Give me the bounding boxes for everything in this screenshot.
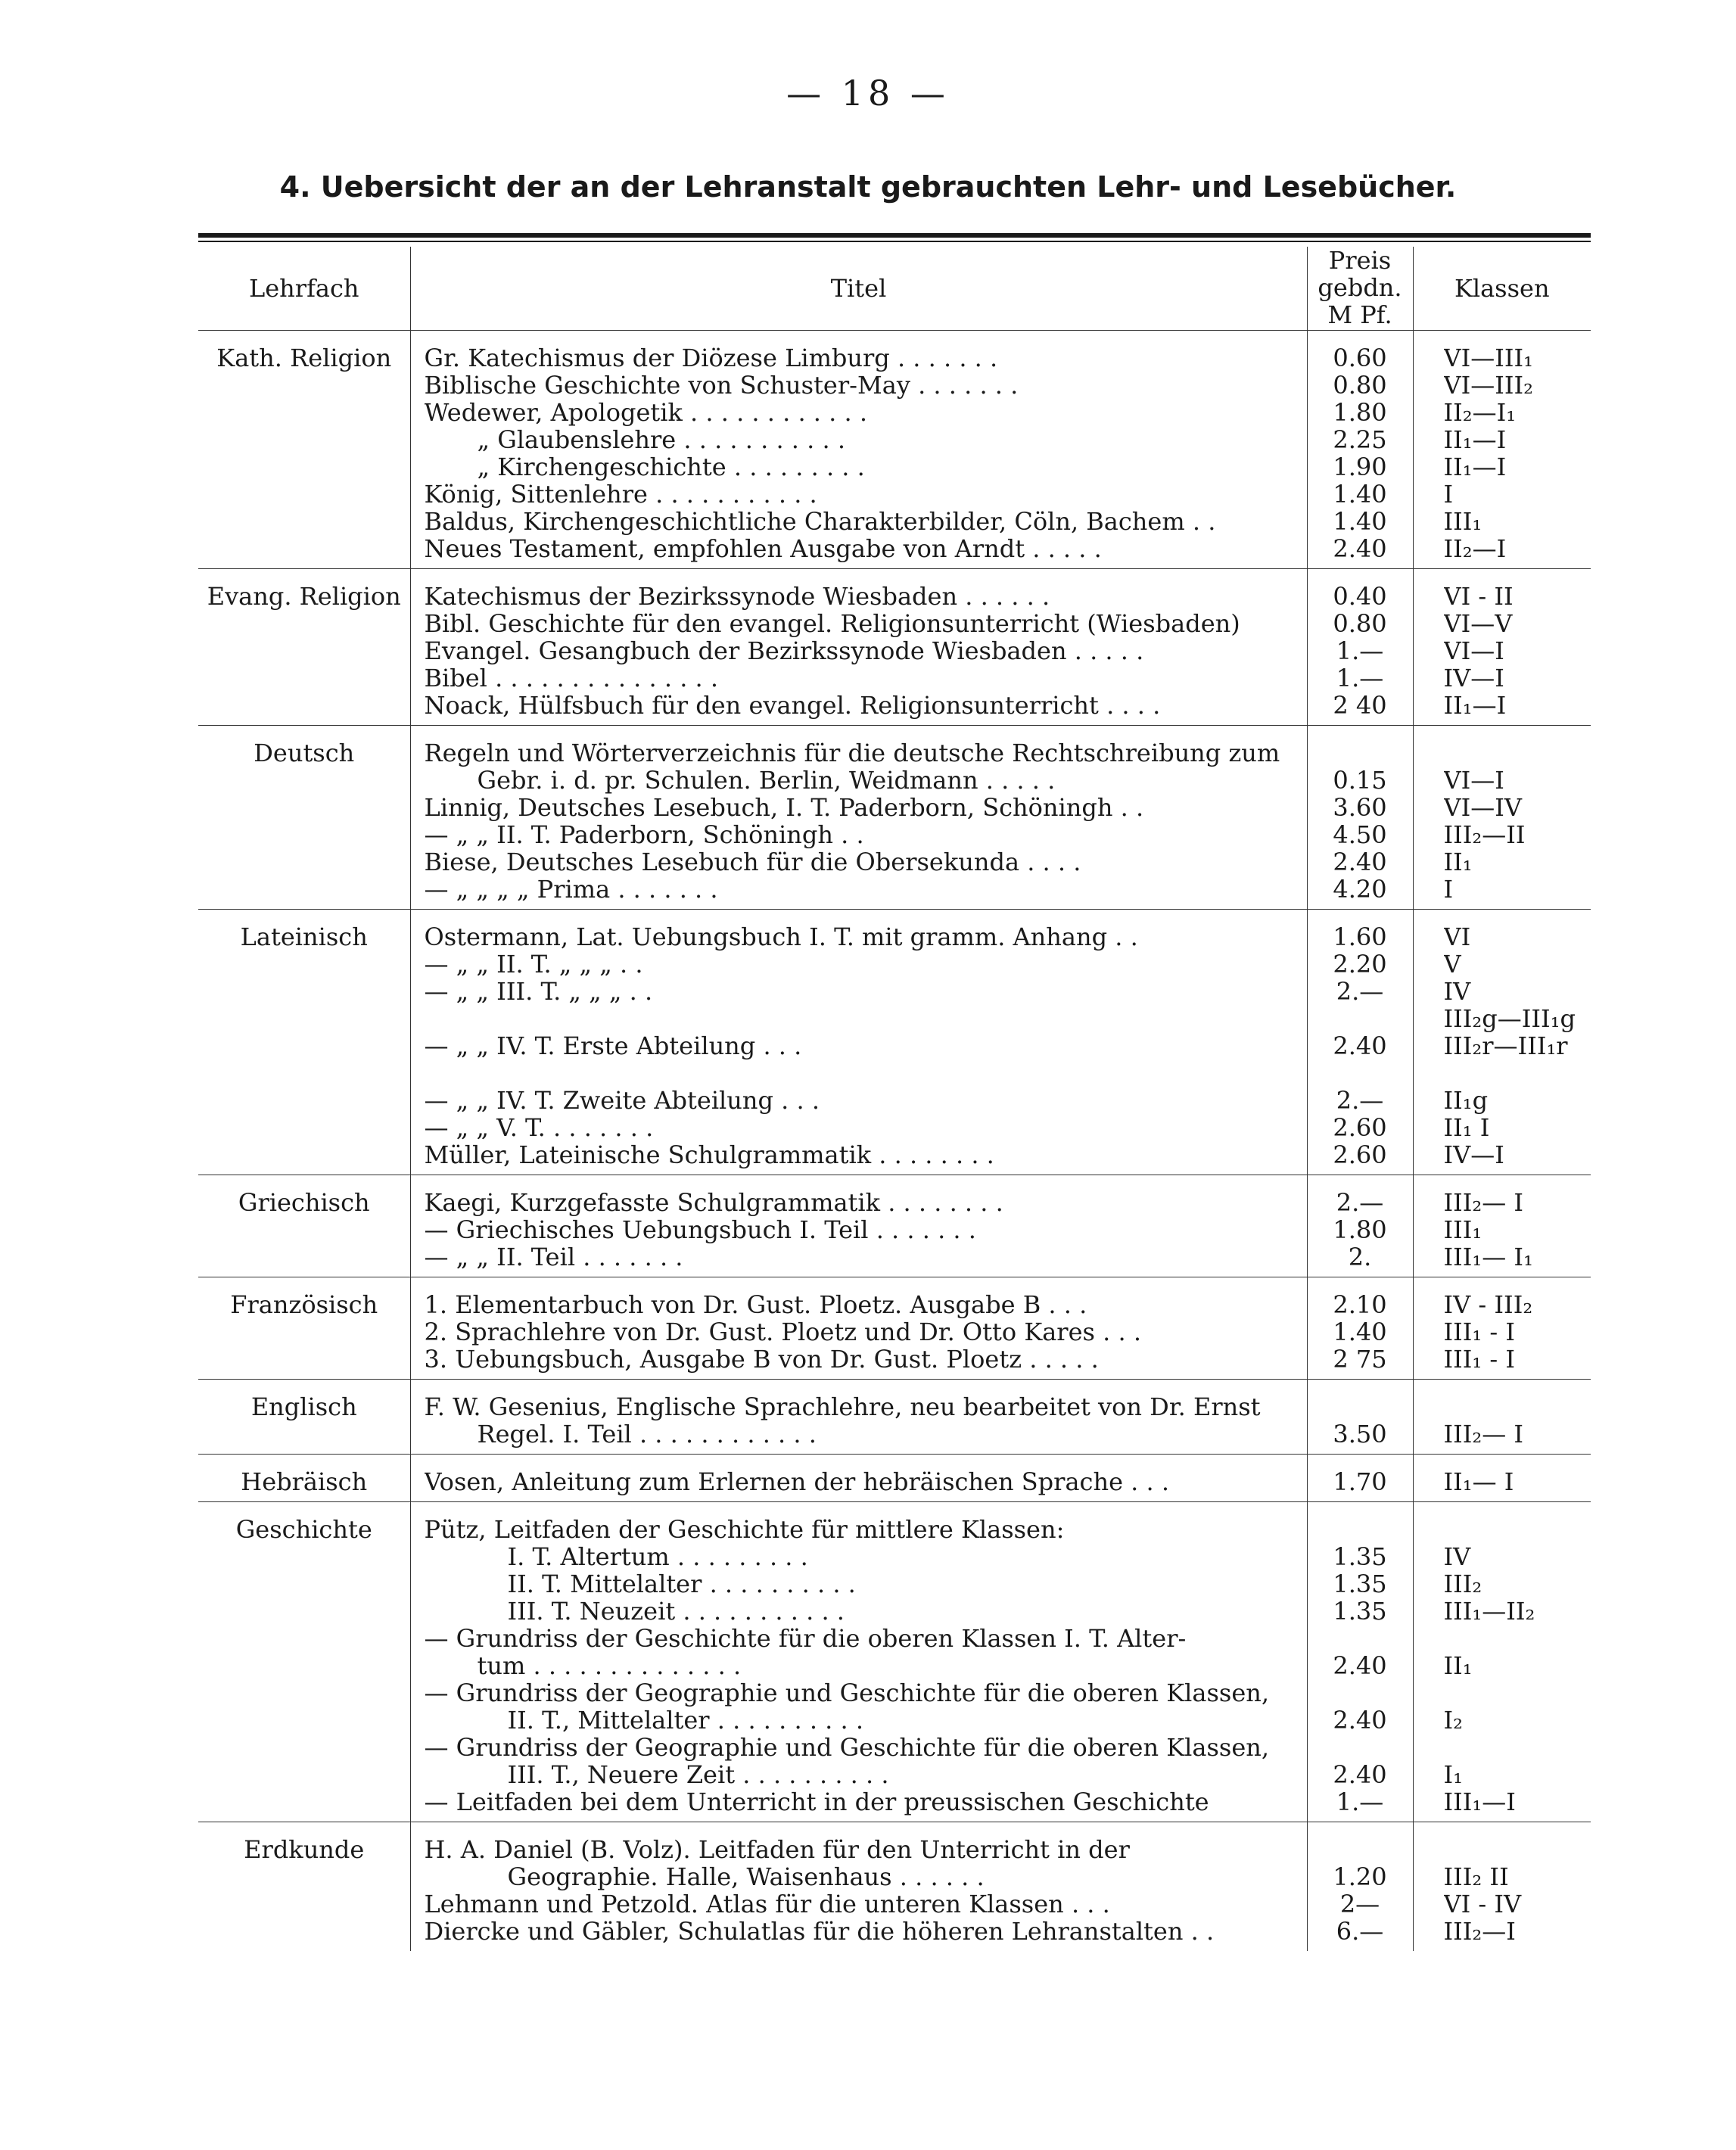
price-line: 2.— <box>1336 1087 1384 1114</box>
classes-line: IV <box>1443 1543 1471 1570</box>
title-line: Evangel. Gesangbuch der Bezirkssynode Wiesbaden . . . . . <box>424 637 1144 664</box>
price-line: 1.80 <box>1333 1216 1387 1243</box>
subject-group-row <box>198 1380 1591 1455</box>
price-line: 1.20 <box>1333 1863 1387 1890</box>
subject-cell: Kath. Religion <box>216 344 392 372</box>
classes-line: II₂—I <box>1443 535 1507 562</box>
textbook-table <box>198 247 1591 1951</box>
subject-group-row <box>198 1455 1591 1502</box>
price-line: 1.— <box>1336 664 1384 692</box>
title-line: Wedewer, Apologetik . . . . . . . . . . . . <box>424 399 867 426</box>
classes-line <box>1444 739 1591 767</box>
title-line: Vosen, Anleitung zum Erlernen der hebräischen Sprache . . . <box>424 1468 1170 1495</box>
classes-line: I₂ <box>1443 1707 1463 1734</box>
title-cell <box>410 910 1307 1175</box>
price-line <box>1308 1005 1413 1032</box>
price-line: 2.60 <box>1333 1141 1387 1168</box>
classes-line: III₁— I₁ <box>1443 1243 1533 1271</box>
classes-line: III₂ II <box>1443 1863 1509 1890</box>
title-line: 3. Uebungsbuch, Ausgabe B von Dr. Gust. Ploetz . . . . . <box>424 1346 1099 1373</box>
price-line: 1.35 <box>1333 1570 1387 1598</box>
price-line: 2.25 <box>1333 426 1387 453</box>
title-cell <box>410 1822 1307 1952</box>
title-line: Diercke und Gäbler, Schulatlas für die höheren Lehranstalten . . <box>424 1918 1215 1945</box>
title-line: — „ „ III. T. „ „ „ . . <box>424 978 653 1005</box>
classes-line: III₂—I <box>1443 1918 1516 1945</box>
title-line: Noack, Hülfsbuch für den evangel. Religionsunterricht . . . . <box>424 692 1161 719</box>
title-line: tum . . . . . . . . . . . . . . <box>477 1652 742 1679</box>
price-line: 2.40 <box>1333 1707 1387 1734</box>
price-line <box>1308 1059 1413 1087</box>
title-line: Gr. Katechismus der Diözese Limburg . . . . . . . <box>424 344 998 372</box>
price-cell <box>1307 1822 1413 1952</box>
classes-line: III₂—II <box>1443 821 1526 848</box>
price-line: 0.40 <box>1333 583 1387 610</box>
classes-line <box>1444 1516 1591 1543</box>
title-line: Katechismus der Bezirkssynode Wiesbaden . . . . . . <box>424 583 1050 610</box>
title-line: Biblische Geschichte von Schuster-May . . . . . . . <box>424 372 1019 399</box>
classes-line: V <box>1443 951 1461 978</box>
title-line: H. A. Daniel (B. Volz). Leitfaden für den Unterricht in der <box>424 1836 1130 1863</box>
price-line: 2— <box>1339 1890 1380 1918</box>
price-line: 2 40 <box>1333 692 1387 719</box>
classes-line: VI—V <box>1443 610 1513 637</box>
classes-line: II₁g <box>1443 1087 1489 1114</box>
title-line: — Grundriss der Geschichte für die oberen Klassen I. T. Alter- <box>424 1625 1187 1652</box>
price-line: 1.60 <box>1333 923 1387 951</box>
classes-line: III₁ <box>1443 508 1482 535</box>
price-line: 0.60 <box>1333 344 1387 372</box>
classes-line: III₂— I <box>1443 1420 1524 1448</box>
title-cell <box>410 726 1307 910</box>
price-cell <box>1307 1277 1413 1380</box>
classes-line: II₂—I₁ <box>1443 399 1517 426</box>
title-line: III. T., Neuere Zeit . . . . . . . . . . <box>507 1761 889 1788</box>
price-line: 2.— <box>1336 978 1384 1005</box>
header-subject: Lehrfach <box>198 247 410 331</box>
classes-line <box>1444 1734 1591 1761</box>
title-line: — Grundriss der Geographie und Geschichte für die oberen Klassen, <box>424 1734 1270 1761</box>
price-line <box>1308 1393 1413 1420</box>
classes-line: III₂ <box>1443 1570 1482 1598</box>
classes-line: II₁ <box>1443 848 1473 876</box>
title-line: II. T., Mittelalter . . . . . . . . . . <box>507 1707 864 1734</box>
price-cell <box>1307 1175 1413 1277</box>
title-line: 1. Elementarbuch von Dr. Gust. Ploetz. Ausgabe B . . . <box>424 1291 1087 1318</box>
classes-line: VI—III₁ <box>1443 344 1533 372</box>
title-line <box>425 1005 1307 1032</box>
price-line: 2.20 <box>1333 951 1387 978</box>
title-line: Pütz, Leitfaden der Geschichte für mittlere Klassen: <box>424 1516 1065 1543</box>
price-cell <box>1307 1455 1413 1502</box>
classes-line: VI—I <box>1443 767 1504 794</box>
classes-line <box>1444 1625 1591 1652</box>
title-line: Regel. I. Teil . . . . . . . . . . . . <box>477 1420 817 1448</box>
price-line: 1.35 <box>1333 1543 1387 1570</box>
classes-cell <box>1413 1277 1591 1380</box>
classes-line: II₁—I <box>1443 692 1507 719</box>
subject-group-row <box>198 1502 1591 1822</box>
page-number: — 18 — <box>786 73 950 114</box>
classes-line: I₁ <box>1443 1761 1463 1788</box>
price-line <box>1308 1516 1413 1543</box>
classes-line: I <box>1443 481 1454 508</box>
subject-group-row <box>198 1175 1591 1277</box>
title-line <box>425 1059 1307 1087</box>
price-line: 4.20 <box>1333 876 1387 903</box>
title-line: — Leitfaden bei dem Unterricht in der preussischen Geschichte <box>424 1788 1209 1816</box>
subject-group-row <box>198 910 1591 1175</box>
title-line: — „ „ IV. T. Zweite Abteilung . . . <box>424 1087 820 1114</box>
classes-line: III₁ - I <box>1443 1346 1516 1373</box>
title-cell <box>410 1175 1307 1277</box>
header-title: Titel <box>410 247 1307 331</box>
price-line: 1.40 <box>1333 508 1387 535</box>
price-cell <box>1307 331 1413 569</box>
classes-line: III₁ - I <box>1443 1318 1516 1346</box>
price-line <box>1308 1679 1413 1707</box>
classes-line: II₁ I <box>1443 1114 1490 1141</box>
title-line: — Griechisches Uebungsbuch I. Teil . . . . . . . <box>424 1216 976 1243</box>
classes-line: III₁—II₂ <box>1443 1598 1535 1625</box>
price-line <box>1308 1836 1413 1863</box>
classes-cell <box>1413 569 1591 726</box>
classes-line: VI—I <box>1443 637 1504 664</box>
price-line <box>1308 739 1413 767</box>
title-line: Lehmann und Petzold. Atlas für die unteren Klassen . . . <box>424 1890 1110 1918</box>
title-line: „ Glaubenslehre . . . . . . . . . . . <box>477 426 845 453</box>
subject-cell: Erdkunde <box>244 1835 365 1864</box>
classes-line: II₁— I <box>1443 1468 1514 1495</box>
header-price-line: M Pf. <box>1327 302 1392 329</box>
title-cell <box>410 1380 1307 1455</box>
title-line: Baldus, Kirchengeschichtliche Charakterbilder, Cöln, Bachem . . <box>424 508 1216 535</box>
price-line: 0.80 <box>1333 610 1387 637</box>
subject-group-row <box>198 726 1591 910</box>
price-line: 1.40 <box>1333 481 1387 508</box>
price-line: 1.70 <box>1333 1468 1387 1495</box>
price-line: 3.60 <box>1333 794 1387 821</box>
title-line: Gebr. i. d. pr. Schulen. Berlin, Weidmann . . . . . <box>477 767 1056 794</box>
title-line: Regeln und Wörterverzeichnis für die deutsche Rechtschreibung zum <box>424 739 1280 767</box>
title-line: I. T. Altertum . . . . . . . . . <box>507 1543 808 1570</box>
subject-group-row <box>198 1277 1591 1380</box>
classes-line <box>1444 1679 1591 1707</box>
subject-cell: Lateinisch <box>240 923 368 951</box>
classes-line: III₂r—III₁r <box>1443 1032 1568 1059</box>
classes-line: VI <box>1443 923 1471 951</box>
title-line: Müller, Lateinische Schulgrammatik . . . . . . . . <box>424 1141 994 1168</box>
classes-line: IV <box>1443 978 1471 1005</box>
classes-line: III₁—I <box>1443 1788 1516 1816</box>
classes-cell <box>1413 1822 1591 1952</box>
price-line: 2. <box>1348 1243 1372 1271</box>
title-line: — „ „ IV. T. Erste Abteilung . . . <box>424 1032 802 1059</box>
subject-group-row <box>198 331 1591 569</box>
title-line: — „ „ II. T. „ „ „ . . <box>424 951 643 978</box>
subject-cell: Deutsch <box>254 739 355 767</box>
title-line: „ Kirchengeschichte . . . . . . . . . <box>477 453 865 481</box>
classes-cell <box>1413 1175 1591 1277</box>
title-cell <box>410 1277 1307 1380</box>
classes-line: III₂g—III₁g <box>1443 1005 1576 1032</box>
title-line: Ostermann, Lat. Uebungsbuch I. T. mit gramm. Anhang . . <box>424 923 1138 951</box>
classes-line: II₁—I <box>1443 426 1507 453</box>
classes-line <box>1444 1836 1591 1863</box>
price-line <box>1308 1625 1413 1652</box>
title-line: Neues Testament, empfohlen Ausgabe von Arndt . . . . . <box>424 535 1102 562</box>
header-price-line: Preis <box>1328 247 1392 275</box>
title-line: — „ „ II. T. Paderborn, Schöningh . . <box>424 821 864 848</box>
title-line: — Grundriss der Geographie und Geschichte für die oberen Klassen, <box>424 1679 1270 1707</box>
heading-rule-thick <box>198 233 1591 238</box>
classes-line: III₂— I <box>1443 1189 1524 1216</box>
price-cell <box>1307 1380 1413 1455</box>
title-line: — „ „ „ „ Prima . . . . . . . <box>424 876 718 903</box>
price-line: 2.— <box>1336 1189 1384 1216</box>
title-line: 2. Sprachlehre von Dr. Gust. Ploetz und Dr. Otto Kares . . . <box>424 1318 1141 1346</box>
title-cell <box>410 331 1307 569</box>
price-line: 2.60 <box>1333 1114 1387 1141</box>
price-line: 0.80 <box>1333 372 1387 399</box>
subject-cell: Hebräisch <box>241 1467 368 1496</box>
price-cell <box>1307 569 1413 726</box>
classes-line: II₁ <box>1443 1652 1473 1679</box>
title-cell <box>410 569 1307 726</box>
classes-line <box>1444 1059 1591 1087</box>
title-line: König, Sittenlehre . . . . . . . . . . . <box>424 481 817 508</box>
header-price <box>1307 247 1413 331</box>
title-line: — „ „ V. T. . . . . . . . <box>424 1114 654 1141</box>
subject-cell: Englisch <box>250 1392 357 1421</box>
classes-line: IV—I <box>1443 664 1504 692</box>
price-line: 2.40 <box>1333 535 1387 562</box>
subject-cell: Französisch <box>230 1290 378 1319</box>
price-cell <box>1307 726 1413 910</box>
price-line: 2 75 <box>1333 1346 1387 1373</box>
classes-line: IV—I <box>1443 1141 1504 1168</box>
heading-rule-thin <box>198 241 1591 242</box>
price-line: 1.— <box>1336 637 1384 664</box>
title-line: Geographie. Halle, Waisenhaus . . . . . . <box>507 1863 985 1890</box>
section-heading: 4. Uebersicht der an der Lehranstalt gebrauchten Lehr- und Lesebücher. <box>279 170 1457 204</box>
title-line: Bibel . . . . . . . . . . . . . . . <box>424 664 719 692</box>
price-line: 1.40 <box>1333 1318 1387 1346</box>
title-line: Kaegi, Kurzgefasste Schulgrammatik . . . . . . . . <box>424 1189 1003 1216</box>
classes-line: II₁—I <box>1443 453 1507 481</box>
price-line: 1.35 <box>1333 1598 1387 1625</box>
price-line: 1.90 <box>1333 453 1387 481</box>
title-cell <box>410 1502 1307 1822</box>
price-line: 1.80 <box>1333 399 1387 426</box>
header-price-line: gebdn. <box>1318 275 1402 302</box>
table-header-row <box>198 247 1591 331</box>
subject-cell: Evang. Religion <box>207 582 401 611</box>
title-cell <box>410 1455 1307 1502</box>
price-line: 2.40 <box>1333 1032 1387 1059</box>
classes-line <box>1444 1393 1591 1420</box>
subject-group-row <box>198 569 1591 726</box>
classes-cell <box>1413 726 1591 910</box>
title-line: Linnig, Deutsches Lesebuch, I. T. Paderborn, Schöningh . . <box>424 794 1144 821</box>
classes-line: III₁ <box>1443 1216 1482 1243</box>
title-line: III. T. Neuzeit . . . . . . . . . . . <box>507 1598 845 1625</box>
price-line: 4.50 <box>1333 821 1387 848</box>
header-classes: Klassen <box>1413 247 1591 331</box>
price-line: 2.40 <box>1333 1761 1387 1788</box>
price-line: 0.15 <box>1333 767 1387 794</box>
title-line: F. W. Gesenius, Englische Sprachlehre, neu bearbeitet von Dr. Ernst <box>424 1393 1261 1420</box>
price-line <box>1308 1734 1413 1761</box>
classes-line: I <box>1443 876 1454 903</box>
title-line: II. T. Mittelalter . . . . . . . . . . <box>507 1570 856 1598</box>
classes-cell <box>1413 1455 1591 1502</box>
price-line: 2.40 <box>1333 848 1387 876</box>
table-body <box>198 331 1591 1952</box>
price-line: 2.10 <box>1333 1291 1387 1318</box>
classes-line: VI - II <box>1443 583 1514 610</box>
title-line: Biese, Deutsches Lesebuch für die Obersekunda . . . . <box>424 848 1081 876</box>
classes-cell <box>1413 331 1591 569</box>
classes-cell <box>1413 1380 1591 1455</box>
price-cell <box>1307 910 1413 1175</box>
title-line: Bibl. Geschichte für den evangel. Religionsunterricht (Wiesbaden) <box>424 610 1240 637</box>
subject-cell: Griechisch <box>238 1188 370 1217</box>
title-line: — „ „ II. Teil . . . . . . . <box>424 1243 683 1271</box>
classes-line: VI - IV <box>1443 1890 1522 1918</box>
classes-line: IV - III₂ <box>1443 1291 1533 1318</box>
classes-cell <box>1413 1502 1591 1822</box>
price-line: 2.40 <box>1333 1652 1387 1679</box>
classes-line: VI—III₂ <box>1443 372 1533 399</box>
price-cell <box>1307 1502 1413 1822</box>
classes-line: VI—IV <box>1443 794 1522 821</box>
subject-cell: Geschichte <box>235 1515 372 1544</box>
subject-group-row <box>198 1822 1591 1952</box>
price-line: 1.— <box>1336 1788 1384 1816</box>
price-line: 3.50 <box>1333 1420 1387 1448</box>
price-line: 6.— <box>1336 1918 1384 1945</box>
classes-cell <box>1413 910 1591 1175</box>
